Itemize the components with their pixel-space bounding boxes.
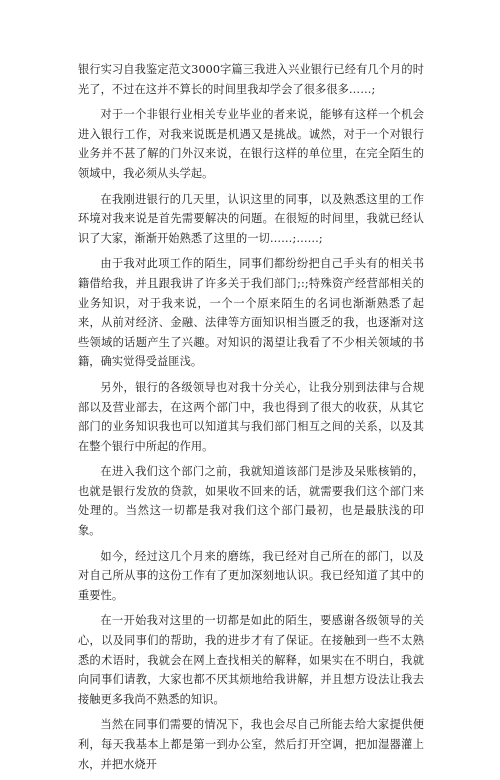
document-opening — [78, 60, 424, 99]
document-intro: 我进入兴业银行已经有几个月的时光了，不过在这并不算长的时间里我却学会了很多很多……; — [78, 63, 424, 96]
paragraph: 如今，经过这几个月来的磨练，我已经对自己所在的部门，以及对自己所从事的这份工作有了更加深刻地认识。我已经知道了其中的重要性。 — [78, 549, 424, 602]
paragraph: 在进入我们这个部门之前，我就知道该部门是涉及呆账核销的，也就是银行发放的贷款，如果收不回来的话，就需要我们这个部门来处理的。当然这一切都是我对我们这个部门最初，也是最肤浅的印象。 — [78, 465, 424, 538]
paragraph: 由于我对此项工作的陌生，同事们都纷纷把自己手头有的相关书籍借给我，并且跟我讲了许多关于我们部门;:;特殊资产经营部相关的业务知识，对于我来说，一个一个原来陌生的名词也渐渐熟悉了起来，从前对经济、金融、法律等方面知识相当匮乏的我，也逐渐对这些领域的话题产生了兴趣。对知识的渴望让我看了不少相关领域的书籍，确实觉得受益匪浅。 — [78, 257, 424, 369]
paragraph: 在一开始我对这里的一切都是如此的陌生，要感谢各级领导的关心，以及同事们的帮助，我的进步才有了保证。在接触到一些不太熟悉的术语时，我就会在网上查找相关的解释，如果实在不明白，我就向同事们请教，大家也都不厌其烦地给我讲解，并且想方设法让我去接触更多我尚不熟悉的知识。 — [78, 614, 424, 706]
document-title: 银行实习自我鉴定范文3000字篇三 — [78, 63, 255, 76]
paragraph: 当然在同事们需要的情况下，我也会尽自己所能去给大家提供便利，每天我基本上都是第一到办公室，然后打开空调，把加湿器灌上水，并把水烧开 — [78, 718, 424, 771]
document-body — [78, 60, 424, 780]
paragraph: 另外，银行的各级领导也对我十分关心，让我分别到法律与合规部以及营业部去，在这两个部门中，我也得到了很大的收获，从其它部门的业务知识我也可以知道其与我们部门相互之间的关系，以及其在整个银行中所起的作用。 — [78, 380, 424, 453]
paragraph: 对于一个非银行业相关专业毕业的者来说，能够有这样一个机会进入银行工作，对我来说既是机遇又是挑战。诚然，对于一个对银行业务并不甚了解的门外汉来说，在银行这样的单位里，在完全陌生的领域中，我必须从头学起。 — [78, 108, 424, 180]
paragraph: 在我刚进银行的几天里，认识这里的同事，以及熟悉这里的工作环境对我来说是首先需要解决的问题。在很短的时间里，我就已经认识了大家，渐渐开始熟悉了这里的一切……;……; — [78, 192, 424, 245]
